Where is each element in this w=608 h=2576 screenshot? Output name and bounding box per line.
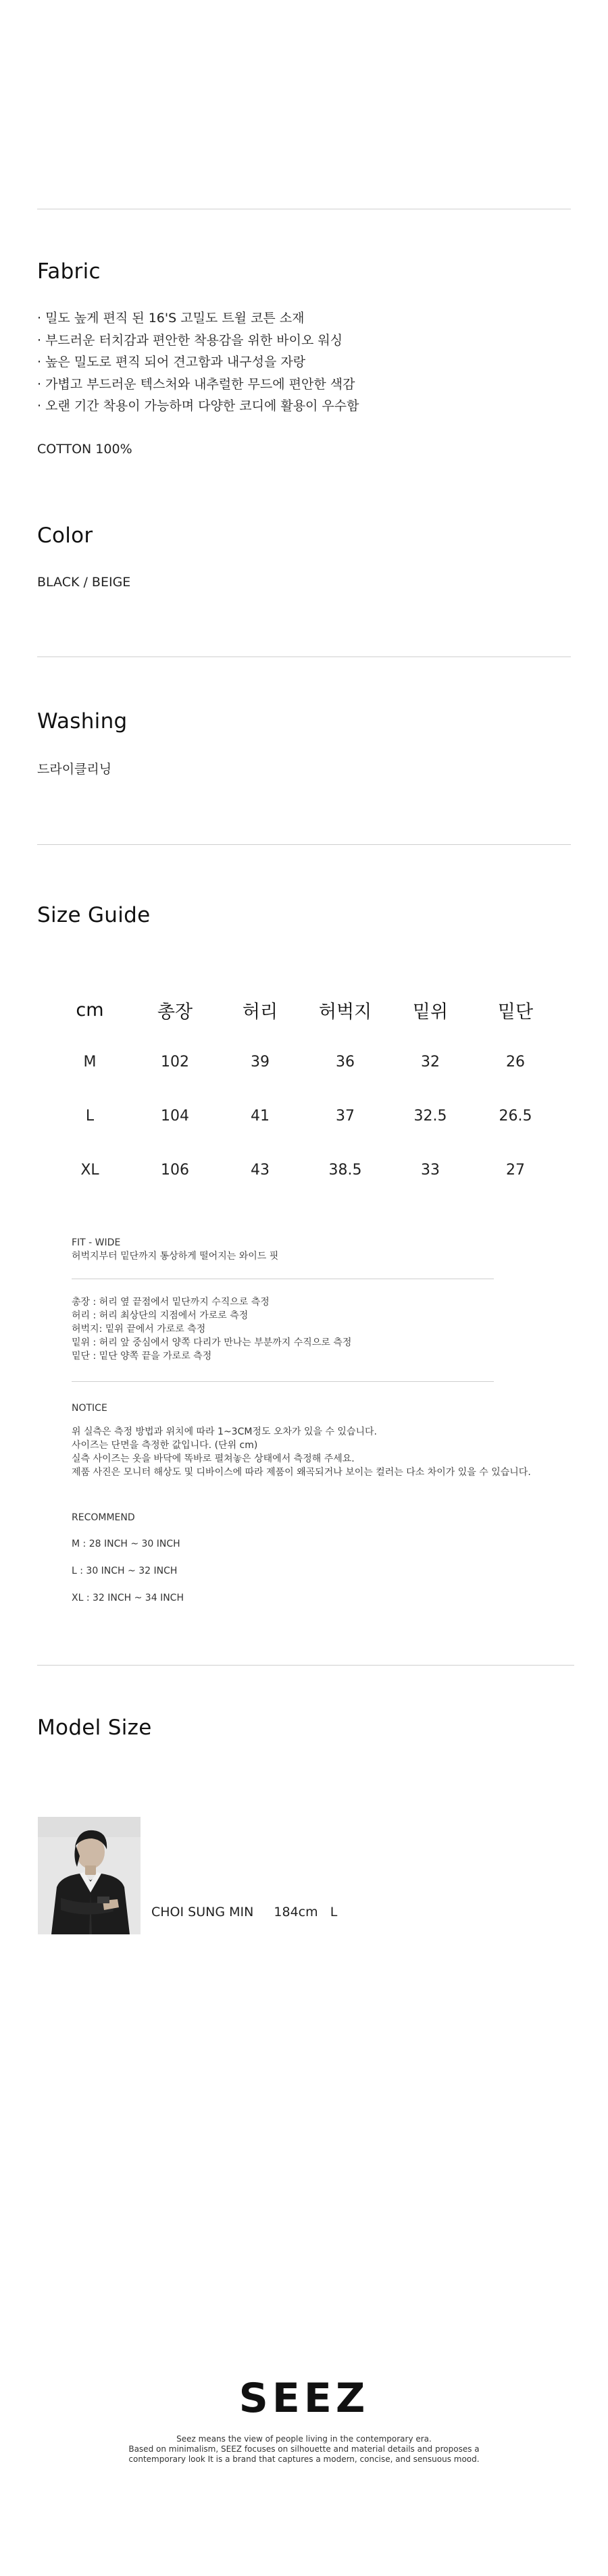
notice-title: NOTICE: [72, 1403, 107, 1414]
washing-title: Washing: [37, 709, 128, 733]
notice-line: 위 실측은 측정 방법과 위치에 따라 1~3CM정도 오차가 있을 수 있습니다.: [72, 1426, 377, 1437]
divider: [37, 656, 571, 657]
size-table-header-row: [47, 985, 558, 1035]
notice-list: [72, 1425, 531, 1479]
measure-line: 밑단 : 밑단 양쪽 끝을 가로로 측정: [72, 1351, 212, 1362]
measure-line: 허리 : 허리 최상단의 지점에서 가로로 측정: [72, 1310, 249, 1321]
tagline-line: Based on minimalism, SEEZ focuses on silhouette and material details and proposes a: [128, 2444, 480, 2454]
size-cell: 39: [251, 1053, 270, 1071]
size-header-cell: 허리: [242, 1001, 278, 1023]
recommend-line: M : 28 INCH ~ 30 INCH: [72, 1539, 180, 1549]
model-photo: [38, 1817, 141, 1934]
brand-tagline: [0, 2434, 608, 2465]
fabric-bullet: · 가볍고 부드러운 텍스처와 내추럴한 무드에 편안한 색감: [37, 376, 355, 392]
size-cell: 38.5: [328, 1161, 362, 1179]
fabric-bullet-list: [37, 307, 359, 417]
size-table-row: [47, 1035, 558, 1089]
size-cell: 106: [161, 1161, 189, 1179]
size-cell: 104: [161, 1107, 189, 1125]
measure-list: [72, 1295, 351, 1363]
color-value: BLACK / BEIGE: [37, 575, 131, 590]
size-cell: 32: [421, 1053, 440, 1071]
size-cell: 26.5: [499, 1107, 532, 1125]
size-table: [47, 985, 558, 1197]
notice-line: 사이즈는 단면을 측정한 값입니다. (단위 cm): [72, 1440, 258, 1451]
size-header-cell: 총장: [157, 1001, 193, 1023]
model-size-title: Model Size: [37, 1716, 152, 1740]
size-cell: 41: [251, 1107, 270, 1125]
size-cell: 32.5: [413, 1107, 447, 1125]
color-title: Color: [37, 523, 93, 548]
recommend-title: RECOMMEND: [72, 1512, 135, 1523]
size-cell: M: [83, 1053, 97, 1071]
fabric-bullet: · 오랜 기간 착용이 가능하며 다양한 코디에 활용이 우수함: [37, 398, 359, 413]
recommend-line: L : 30 INCH ~ 32 INCH: [72, 1566, 178, 1576]
size-table-row: [47, 1089, 558, 1143]
measure-line: 총장 : 허리 옆 끝점에서 밑단까지 수직으로 측정: [72, 1297, 270, 1308]
model-size: L: [330, 1905, 338, 1920]
size-cell: 37: [336, 1107, 355, 1125]
size-header-cell: 허벅지: [318, 1001, 372, 1023]
size-header-cell: 밑위: [412, 1001, 449, 1023]
fabric-title: Fabric: [37, 259, 101, 284]
notice-line: 실측 사이즈는 옷을 바닥에 똑바로 펼쳐놓은 상태에서 측정해 주세요.: [72, 1453, 355, 1464]
model-height: 184cm: [274, 1905, 318, 1920]
size-guide-title: Size Guide: [37, 903, 151, 927]
size-header-cell: cm: [76, 999, 104, 1021]
size-table-row: [47, 1143, 558, 1197]
size-cell: 36: [336, 1053, 355, 1071]
brand-logo: SEEZ: [238, 2375, 370, 2422]
fit-description: 허벅지부터 밑단까지 통상하게 떨어지는 와이드 핏: [72, 1251, 279, 1262]
divider: [72, 1381, 494, 1382]
size-cell: 27: [506, 1161, 525, 1179]
fabric-bullet: · 밀도 높게 편직 된 16'S 고밀도 트윌 코튼 소재: [37, 311, 305, 326]
washing-value: 드라이클리닝: [37, 762, 112, 777]
divider: [37, 844, 571, 845]
size-cell: 43: [251, 1161, 270, 1179]
measure-line: 허벅지: 밑위 끝에서 가로로 측정: [72, 1324, 206, 1335]
size-header-cell: 밑단: [497, 1001, 534, 1023]
divider: [37, 1665, 574, 1666]
notice-line: 제품 사진은 모니터 해상도 및 디바이스에 따라 제품이 왜곡되거나 보이는 컬러는 다소 차이가 있을 수 있습니다.: [72, 1467, 531, 1478]
size-cell: XL: [80, 1161, 99, 1179]
fabric-composition: COTTON 100%: [37, 442, 132, 457]
size-cell: 26: [506, 1053, 525, 1071]
model-info: [151, 1905, 337, 1920]
tagline-line: contemporary look It is a brand that captures a modern, concise, and sensuous mood.: [128, 2454, 480, 2464]
fabric-bullet: · 높은 밀도로 편직 되어 견고함과 내구성을 자랑: [37, 355, 306, 369]
fabric-bullet: · 부드러운 터치감과 편안한 착용감을 위한 바이오 워싱: [37, 332, 343, 348]
fit-title: FIT - WIDE: [72, 1237, 121, 1248]
size-cell: L: [85, 1107, 95, 1125]
model-name: CHOI SUNG MIN: [151, 1905, 254, 1920]
size-cell: 33: [421, 1161, 440, 1179]
measure-line: 밑위 : 허리 앞 중심에서 양쪽 다리가 만나는 부분까지 수직으로 측정: [72, 1337, 352, 1348]
tagline-line: Seez means the view of people living in the contemporary era.: [176, 2434, 432, 2444]
size-cell: 102: [161, 1053, 189, 1071]
recommend-line: XL : 32 INCH ~ 34 INCH: [72, 1593, 184, 1603]
model-photo-illustration: [38, 1817, 141, 1934]
